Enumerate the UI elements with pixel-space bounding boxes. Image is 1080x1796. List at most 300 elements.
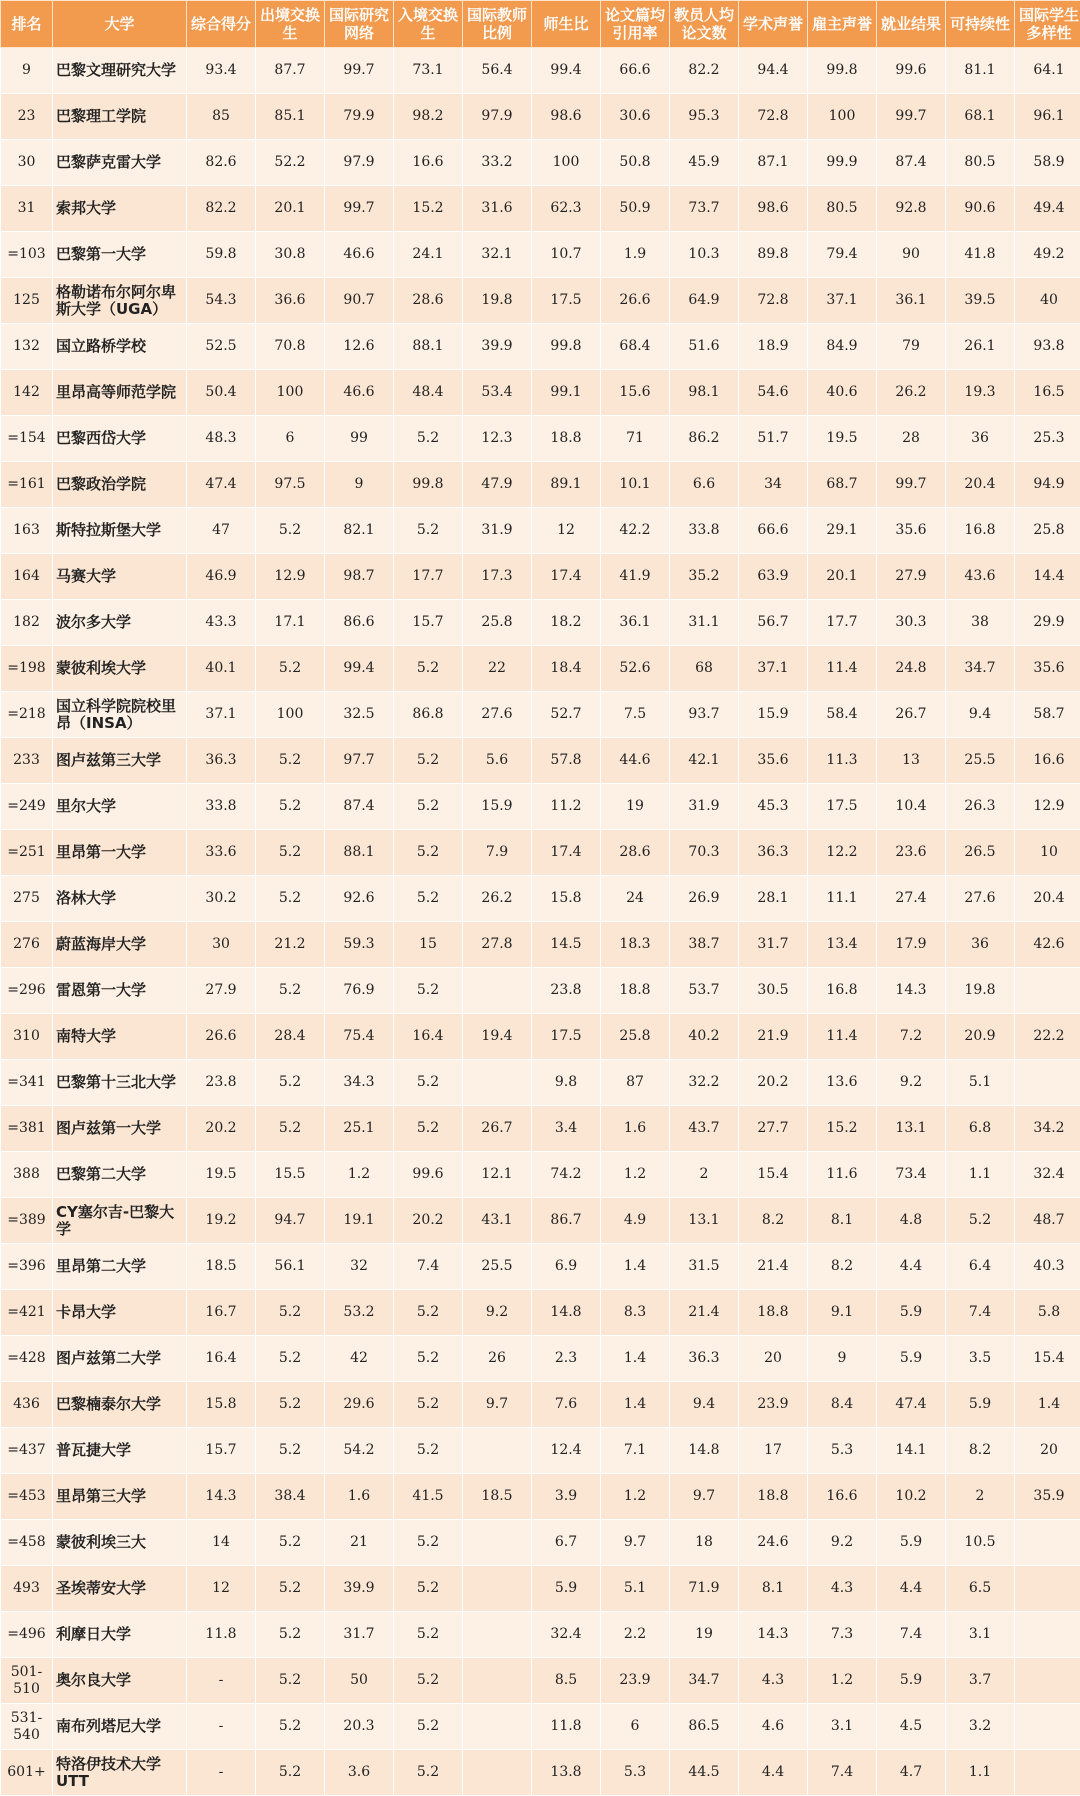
score-cell: 15.6 (601, 370, 670, 416)
score-cell: 17.3 (463, 554, 532, 600)
score-cell: 87 (601, 1060, 670, 1106)
table-row (1, 876, 1080, 922)
score-cell: 27.7 (739, 1106, 808, 1152)
rank-cell: =453 (1, 1474, 53, 1520)
score-cell: 97.9 (325, 140, 394, 186)
score-cell: 100 (808, 94, 877, 140)
score-cell: 42 (325, 1336, 394, 1382)
score-cell: 20.4 (946, 462, 1015, 508)
score-cell: 64.9 (670, 278, 739, 324)
rank-cell: 23 (1, 94, 53, 140)
university-name-cell: 图卢兹第二大学 (53, 1336, 187, 1382)
score-cell: 27.6 (463, 692, 532, 738)
score-cell: 27.4 (877, 876, 946, 922)
score-cell: 11.4 (808, 646, 877, 692)
score-cell: 26.1 (946, 324, 1015, 370)
score-cell: 7.3 (808, 1612, 877, 1658)
score-cell: 16.4 (394, 1014, 463, 1060)
rank-cell: =396 (1, 1244, 53, 1290)
score-cell: 13.6 (808, 1060, 877, 1106)
score-cell: 68 (670, 646, 739, 692)
score-cell: 31.5 (670, 1244, 739, 1290)
score-cell: 5.2 (394, 830, 463, 876)
score-cell: 19.8 (946, 968, 1015, 1014)
score-cell: 59.3 (325, 922, 394, 968)
score-cell: 5.2 (394, 876, 463, 922)
score-cell: 99.7 (877, 462, 946, 508)
score-cell: 10.1 (601, 462, 670, 508)
university-name-cell: 普瓦捷大学 (53, 1428, 187, 1474)
score-cell: 51.7 (739, 416, 808, 462)
table-row (1, 1244, 1080, 1290)
score-cell: 2.3 (532, 1336, 601, 1382)
rank-cell: 182 (1, 600, 53, 646)
score-cell: 12 (532, 508, 601, 554)
score-cell: 17.7 (394, 554, 463, 600)
score-cell: 25.5 (946, 738, 1015, 784)
rank-cell: =437 (1, 1428, 53, 1474)
score-cell: 41.5 (394, 1474, 463, 1520)
score-cell: 5.1 (601, 1566, 670, 1612)
table-row (1, 186, 1080, 232)
score-cell: 73.7 (670, 186, 739, 232)
score-cell: 29.9 (1015, 600, 1080, 646)
score-cell: 28.6 (601, 830, 670, 876)
score-cell: 8.5 (532, 1658, 601, 1704)
score-cell: 5.2 (394, 784, 463, 830)
score-cell: 6.9 (532, 1244, 601, 1290)
score-cell: 18.3 (601, 922, 670, 968)
score-cell: 5.3 (601, 1750, 670, 1796)
university-name-cell: 巴黎文理研究大学 (53, 48, 187, 94)
score-cell: 6.8 (946, 1106, 1015, 1152)
score-cell: 14.5 (532, 922, 601, 968)
table-row (1, 278, 1080, 324)
score-cell: 9.7 (463, 1382, 532, 1428)
score-cell: 39.9 (463, 324, 532, 370)
score-cell: 20.2 (739, 1060, 808, 1106)
score-cell: 5.8 (1015, 1290, 1080, 1336)
score-cell: 100 (532, 140, 601, 186)
score-cell: 71.9 (670, 1566, 739, 1612)
score-cell: 1.1 (946, 1750, 1015, 1796)
score-cell: 33.8 (670, 508, 739, 554)
rank-cell: 275 (1, 876, 53, 922)
column-header: 就业结果 (877, 1, 946, 48)
score-cell: 10 (1015, 830, 1080, 876)
score-cell: 15.2 (808, 1106, 877, 1152)
score-cell: 21 (325, 1520, 394, 1566)
table-row (1, 1704, 1080, 1750)
score-cell: 16.8 (808, 968, 877, 1014)
score-cell: 99.8 (532, 324, 601, 370)
score-cell: 66.6 (739, 508, 808, 554)
table-row (1, 1520, 1080, 1566)
score-cell: 87.7 (256, 48, 325, 94)
score-cell: 4.7 (877, 1750, 946, 1796)
score-cell: 51.6 (670, 324, 739, 370)
score-cell: 62.3 (532, 186, 601, 232)
score-cell: 17.4 (532, 830, 601, 876)
rank-cell: =458 (1, 1520, 53, 1566)
table-row (1, 140, 1080, 186)
column-header: 可持续性 (946, 1, 1015, 48)
table-row (1, 646, 1080, 692)
score-cell: 86.6 (325, 600, 394, 646)
score-cell: 54.2 (325, 1428, 394, 1474)
rank-cell: =421 (1, 1290, 53, 1336)
column-header: 学术声誉 (739, 1, 808, 48)
score-cell: 9.1 (808, 1290, 877, 1336)
score-cell: 68.7 (808, 462, 877, 508)
score-cell: 79 (877, 324, 946, 370)
score-cell: 16.5 (1015, 370, 1080, 416)
score-cell: 8.1 (808, 1198, 877, 1244)
score-cell: 17.9 (877, 922, 946, 968)
score-cell: 5.2 (256, 784, 325, 830)
score-cell: 99.4 (325, 646, 394, 692)
score-cell: 20.9 (946, 1014, 1015, 1060)
score-cell: 56.7 (739, 600, 808, 646)
score-cell: 38 (946, 600, 1015, 646)
score-cell: 21.9 (739, 1014, 808, 1060)
score-cell: 1.2 (325, 1152, 394, 1198)
score-cell: 20 (1015, 1428, 1080, 1474)
score-cell: 88.1 (394, 324, 463, 370)
score-cell: 26.6 (601, 278, 670, 324)
score-cell: 26.9 (670, 876, 739, 922)
score-cell: 5.2 (394, 1612, 463, 1658)
university-name-cell: 洛林大学 (53, 876, 187, 922)
score-cell: 19.5 (187, 1152, 256, 1198)
score-cell: 99.4 (532, 48, 601, 94)
score-cell: 36.3 (739, 830, 808, 876)
score-cell: 89.1 (532, 462, 601, 508)
table-row (1, 600, 1080, 646)
score-cell: 35.6 (739, 738, 808, 784)
table-row (1, 922, 1080, 968)
score-cell: 3.4 (532, 1106, 601, 1152)
score-cell: 15.9 (463, 784, 532, 830)
score-cell: 19.3 (946, 370, 1015, 416)
score-cell: 5.2 (394, 508, 463, 554)
score-cell: - (187, 1658, 256, 1704)
score-cell: 42.1 (670, 738, 739, 784)
score-cell: 36.1 (877, 278, 946, 324)
rank-cell: =251 (1, 830, 53, 876)
score-cell: 58.9 (1015, 140, 1080, 186)
header-row (1, 1, 1080, 48)
score-cell: 17.4 (532, 554, 601, 600)
score-cell: 5.2 (394, 1704, 463, 1750)
score-cell: 26.7 (877, 692, 946, 738)
score-cell: 96.1 (1015, 94, 1080, 140)
score-cell: 97.7 (325, 738, 394, 784)
score-cell: 52.7 (532, 692, 601, 738)
university-name-cell: 奥尔良大学 (53, 1658, 187, 1704)
column-header: 国际研究网络 (325, 1, 394, 48)
score-cell (1015, 968, 1080, 1014)
score-cell: 31.9 (670, 784, 739, 830)
score-cell: 22.2 (1015, 1014, 1080, 1060)
score-cell: 14.4 (1015, 554, 1080, 600)
score-cell (1015, 1612, 1080, 1658)
table-row (1, 508, 1080, 554)
score-cell: 43.1 (463, 1198, 532, 1244)
score-cell: 56.1 (256, 1244, 325, 1290)
score-cell: 3.2 (946, 1704, 1015, 1750)
rank-cell: 276 (1, 922, 53, 968)
score-cell: 82.2 (670, 48, 739, 94)
score-cell: 86.7 (532, 1198, 601, 1244)
score-cell: 31.9 (463, 508, 532, 554)
score-cell: 13.4 (808, 922, 877, 968)
score-cell: 3.1 (946, 1612, 1015, 1658)
score-cell: 99.8 (394, 462, 463, 508)
score-cell: 6.6 (670, 462, 739, 508)
university-name-cell: 巴黎第二大学 (53, 1152, 187, 1198)
university-name-cell: 波尔多大学 (53, 600, 187, 646)
rank-cell: 164 (1, 554, 53, 600)
score-cell: 40 (1015, 278, 1080, 324)
score-cell: 99.9 (808, 140, 877, 186)
score-cell: 24 (601, 876, 670, 922)
score-cell: 38.4 (256, 1474, 325, 1520)
score-cell: 36.3 (670, 1336, 739, 1382)
score-cell: 27.9 (877, 554, 946, 600)
score-cell: 53.4 (463, 370, 532, 416)
score-cell: 30.8 (256, 232, 325, 278)
score-cell (463, 1658, 532, 1704)
column-header: 论文篇均引用率 (601, 1, 670, 48)
score-cell: 1.6 (325, 1474, 394, 1520)
university-name-cell: 雷恩第一大学 (53, 968, 187, 1014)
score-cell: 25.1 (325, 1106, 394, 1152)
score-cell: 73.4 (877, 1152, 946, 1198)
score-cell: 9.7 (601, 1520, 670, 1566)
score-cell: 80.5 (946, 140, 1015, 186)
score-cell: 31.7 (325, 1612, 394, 1658)
score-cell: 20.1 (808, 554, 877, 600)
score-cell: 27.6 (946, 876, 1015, 922)
score-cell: 4.6 (739, 1704, 808, 1750)
score-cell: 5.2 (394, 1566, 463, 1612)
score-cell: 3.5 (946, 1336, 1015, 1382)
score-cell: 35.9 (1015, 1474, 1080, 1520)
score-cell: 21.2 (256, 922, 325, 968)
score-cell: 18.8 (739, 1474, 808, 1520)
score-cell: 26.6 (187, 1014, 256, 1060)
score-cell: 27.8 (463, 922, 532, 968)
score-cell: 9.7 (670, 1474, 739, 1520)
score-cell: 47.4 (877, 1382, 946, 1428)
score-cell: 98.1 (670, 370, 739, 416)
score-cell: 43.6 (946, 554, 1015, 600)
score-cell: 18.9 (739, 324, 808, 370)
score-cell: 12 (187, 1566, 256, 1612)
score-cell: 41.8 (946, 232, 1015, 278)
score-cell: 28 (877, 416, 946, 462)
score-cell: 23.9 (601, 1658, 670, 1704)
score-cell: 13.1 (877, 1106, 946, 1152)
score-cell: 32.4 (1015, 1152, 1080, 1198)
score-cell: 26.3 (946, 784, 1015, 830)
column-header: 出境交换生 (256, 1, 325, 48)
score-cell: 90.6 (946, 186, 1015, 232)
score-cell: 1.2 (808, 1658, 877, 1704)
score-cell: 43.3 (187, 600, 256, 646)
column-header: 师生比 (532, 1, 601, 48)
score-cell: 98.6 (532, 94, 601, 140)
score-cell: 1.4 (601, 1336, 670, 1382)
score-cell: 5.2 (256, 1290, 325, 1336)
rank-cell: 493 (1, 1566, 53, 1612)
table-row (1, 968, 1080, 1014)
score-cell: 17.5 (808, 784, 877, 830)
score-cell: 5.6 (463, 738, 532, 784)
score-cell: 38.7 (670, 922, 739, 968)
score-cell: 2 (670, 1152, 739, 1198)
score-cell: 42.2 (601, 508, 670, 554)
score-cell: 12.2 (808, 830, 877, 876)
score-cell: 11.1 (808, 876, 877, 922)
score-cell: 68.1 (946, 94, 1015, 140)
score-cell: 50 (325, 1658, 394, 1704)
university-name-cell: 里昂第一大学 (53, 830, 187, 876)
score-cell: 31.6 (463, 186, 532, 232)
score-cell: 6.7 (532, 1520, 601, 1566)
score-cell: 36.3 (187, 738, 256, 784)
score-cell: 19 (601, 784, 670, 830)
university-name-cell: 巴黎政治学院 (53, 462, 187, 508)
score-cell: 5.9 (877, 1520, 946, 1566)
rank-cell: 233 (1, 738, 53, 784)
score-cell: 1.4 (601, 1244, 670, 1290)
score-cell: 70.3 (670, 830, 739, 876)
score-cell: 40.6 (808, 370, 877, 416)
score-cell: 8.2 (946, 1428, 1015, 1474)
score-cell: 3.1 (808, 1704, 877, 1750)
score-cell: 17.7 (808, 600, 877, 646)
score-cell: 27.9 (187, 968, 256, 1014)
score-cell: 7.1 (601, 1428, 670, 1474)
score-cell: 17.5 (532, 1014, 601, 1060)
score-cell: 5.2 (394, 416, 463, 462)
score-cell: 98.2 (394, 94, 463, 140)
university-name-cell: 索邦大学 (53, 186, 187, 232)
score-cell: 64.1 (1015, 48, 1080, 94)
score-cell: 35.6 (1015, 646, 1080, 692)
score-cell: 12.9 (1015, 784, 1080, 830)
rank-cell: 125 (1, 278, 53, 324)
score-cell: 8.3 (601, 1290, 670, 1336)
score-cell: 34.7 (946, 646, 1015, 692)
score-cell: 26 (463, 1336, 532, 1382)
score-cell: 30.6 (601, 94, 670, 140)
score-cell: 44.6 (601, 738, 670, 784)
university-name-cell: 马赛大学 (53, 554, 187, 600)
table-row (1, 1014, 1080, 1060)
table-row (1, 232, 1080, 278)
university-name-cell: 巴黎第十三北大学 (53, 1060, 187, 1106)
table-row (1, 48, 1080, 94)
score-cell: 1.1 (946, 1152, 1015, 1198)
score-cell: 2 (946, 1474, 1015, 1520)
score-cell: 28.6 (394, 278, 463, 324)
score-cell (1015, 1658, 1080, 1704)
table-row (1, 370, 1080, 416)
score-cell: 100 (256, 692, 325, 738)
score-cell: 11.8 (532, 1704, 601, 1750)
score-cell: 68.4 (601, 324, 670, 370)
score-cell: 15.7 (394, 600, 463, 646)
score-cell: 12.6 (325, 324, 394, 370)
rank-cell: 436 (1, 1382, 53, 1428)
university-name-cell: 蒙彼利埃三大 (53, 1520, 187, 1566)
table-row (1, 1336, 1080, 1382)
score-cell: 35.6 (877, 508, 946, 554)
score-cell: 82.2 (187, 186, 256, 232)
score-cell: 5.2 (394, 1290, 463, 1336)
score-cell: 16.6 (394, 140, 463, 186)
rank-cell: =428 (1, 1336, 53, 1382)
column-header: 排名 (1, 1, 53, 48)
table-row (1, 1612, 1080, 1658)
university-name-cell: 南特大学 (53, 1014, 187, 1060)
score-cell: 32.5 (325, 692, 394, 738)
score-cell: 15.2 (394, 186, 463, 232)
score-cell: 93.7 (670, 692, 739, 738)
rank-cell: =496 (1, 1612, 53, 1658)
score-cell: 19.1 (325, 1198, 394, 1244)
score-cell: 5.9 (946, 1382, 1015, 1428)
score-cell: 52.2 (256, 140, 325, 186)
score-cell: 5.2 (394, 1106, 463, 1152)
score-cell: 18.8 (601, 968, 670, 1014)
score-cell (1015, 1566, 1080, 1612)
score-cell: 4.3 (808, 1566, 877, 1612)
score-cell: 99.6 (394, 1152, 463, 1198)
score-cell: 28.1 (739, 876, 808, 922)
score-cell: 92.6 (325, 876, 394, 922)
score-cell: 48.7 (1015, 1198, 1080, 1244)
score-cell: 7.4 (946, 1290, 1015, 1336)
score-cell: 5.2 (394, 646, 463, 692)
score-cell: 99.1 (532, 370, 601, 416)
score-cell: 14.3 (739, 1612, 808, 1658)
score-cell: 40.1 (187, 646, 256, 692)
score-cell: 84.9 (808, 324, 877, 370)
score-cell: 74.2 (532, 1152, 601, 1198)
score-cell (463, 1428, 532, 1474)
score-cell: 20.4 (1015, 876, 1080, 922)
score-cell: 48.4 (394, 370, 463, 416)
score-cell: 15.9 (739, 692, 808, 738)
score-cell: 8.2 (808, 1244, 877, 1290)
score-cell: 45.3 (739, 784, 808, 830)
score-cell (463, 968, 532, 1014)
score-cell: 40.2 (670, 1014, 739, 1060)
score-cell: 5.9 (877, 1336, 946, 1382)
score-cell: 99.7 (877, 94, 946, 140)
rank-cell: 501-510 (1, 1658, 53, 1704)
score-cell: 23.8 (187, 1060, 256, 1106)
score-cell: 94.9 (1015, 462, 1080, 508)
score-cell: 15 (394, 922, 463, 968)
score-cell: 5.2 (256, 1060, 325, 1106)
score-cell: 9.2 (877, 1060, 946, 1106)
score-cell: 99 (325, 416, 394, 462)
